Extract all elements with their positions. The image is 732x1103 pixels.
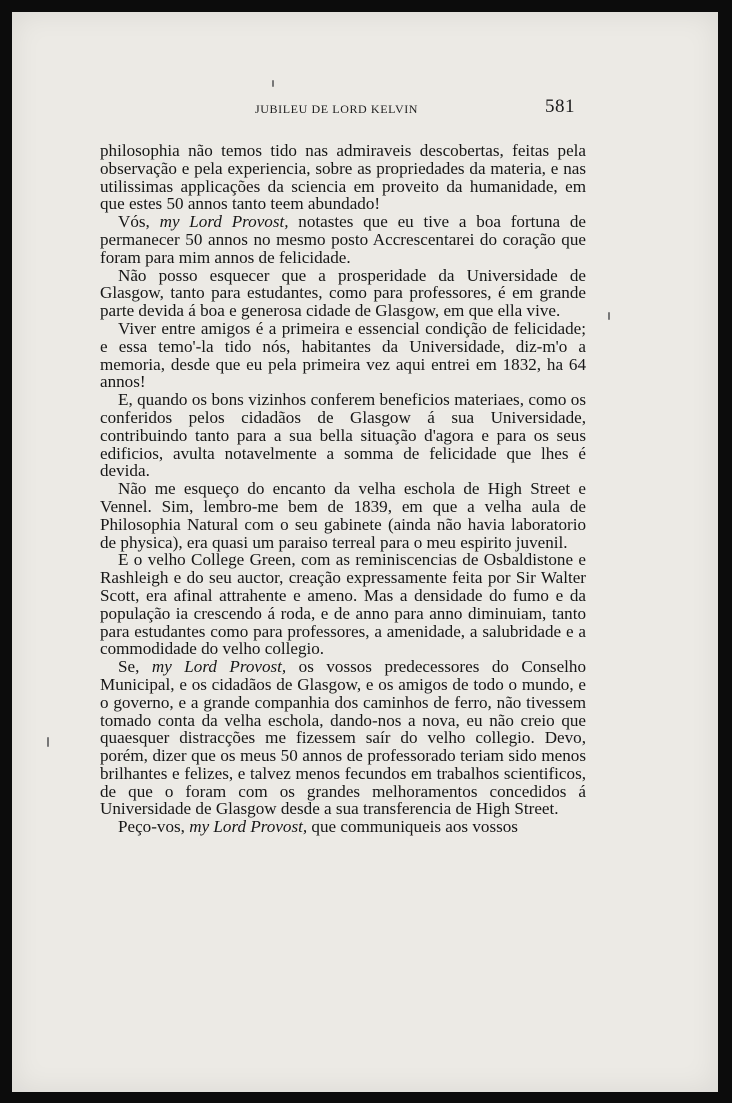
margin-mark — [47, 737, 49, 747]
book-page — [12, 12, 718, 1092]
paragraph-prosperity: Não posso esquecer que a prosperidade da Universidade de Glasgow, tanto para estudantes, como para professores, é em grande parte devida á boa e generosa cidade de Glasgow, em que ella vive. — [100, 265, 586, 321]
body-text — [100, 142, 586, 836]
text-segment: Vós, — [118, 212, 160, 232]
text-segment: que communiqueis aos vossos — [307, 817, 518, 837]
paragraph-request — [100, 818, 586, 836]
text-segment: os vossos predecessores do Conselho Municipal, e os cidadãos de Glasgow, e os amigos de todo o mundo, e o governo, e a grande companhia dos caminhos de ferro, não tivessem tomado conta da velha eschola, dando-nos a nova, eu não creio que quaesquer distracções me fizessem saír do velho collegio. Devo, porém, dizer que os meus 50 annos de professorado teriam sido menos brilhantes e felizes, e talvez menos fecundos em trabalhos scientificos, de que o foram com os grandes melhoramentos concedidos á Universidade de Glasgow desde a sua transferencia de High Street. — [100, 657, 586, 819]
paragraph-old-school: Não me esqueço do encanto da velha eschola de High Street e Vennel. Sim, lembro-me bem de 1839, em que a velha aula de Philosophia Natural com o seu gabinete (ainda não havia laboratorio de physica), era quasi um paraiso terreal para o meu espirito juvenil. — [100, 479, 586, 552]
page-header — [12, 96, 718, 126]
paragraph-college-green: E o velho College Green, com as reminiscencias de Osbaldistone e Rashleigh e do seu auctor, creação expressamente feita por Sir Walter Scott, era afinal attrahente e ameno. Mas a densidade do fumo e da população ia crescendo á roda, e de anno para anno diminuiam, tanto para estudantes como para professores, a amenidade, a salubridade e a commodidade do velho collegio. — [100, 550, 586, 659]
text-segment: Se, — [118, 657, 152, 677]
paragraph-predecessors — [100, 658, 586, 818]
text-segment: Peço-vos, — [118, 817, 190, 837]
running-head: JUBILEU DE LORD KELVIN — [255, 102, 419, 116]
text-segment: notastes que eu tive a boa fortuna de permanecer 50 annos no mesmo posto Accrescentarei do coração que foram para mim annos de felicidade. — [100, 212, 586, 267]
paragraph-continuation: philosophia não temos tido nas admiraveis descobertas, feitas pela observação e pela experiencia, sobre as propriedades da materia, e nas utilissimas applicações da sciencia em proveito da humanidade, em que estes 50 annos tanto teem abundado! — [100, 141, 586, 214]
margin-mark — [608, 312, 610, 320]
page-number: 581 — [545, 96, 575, 117]
paragraph-friends: Viver entre amigos é a primeira e essencial condição de felicidade; e essa temo'-la tido nós, habitantes da Universidade, diz-m'o a memoria, desde que eu pela primeira vez aqui entrei em 1832, ha 64 annos! — [100, 318, 586, 392]
margin-mark — [272, 80, 274, 87]
italic-address: my Lord Provost, — [189, 817, 308, 837]
italic-address: my Lord Provost, — [159, 212, 289, 232]
italic-address: my Lord Provost, — [151, 657, 287, 677]
paragraph-provost-tenure — [100, 213, 586, 266]
paragraph-neighbours: E, quando os bons vizinhos conferem beneficios materiaes, como os conferidos pelos cidadãos de Glasgow á sua Universidade, contribuindo tanto para a sua bella situação d'agora e para os seus edificios, avulta notavelmente a somma de felicidade que lhes é devida. — [100, 390, 586, 481]
